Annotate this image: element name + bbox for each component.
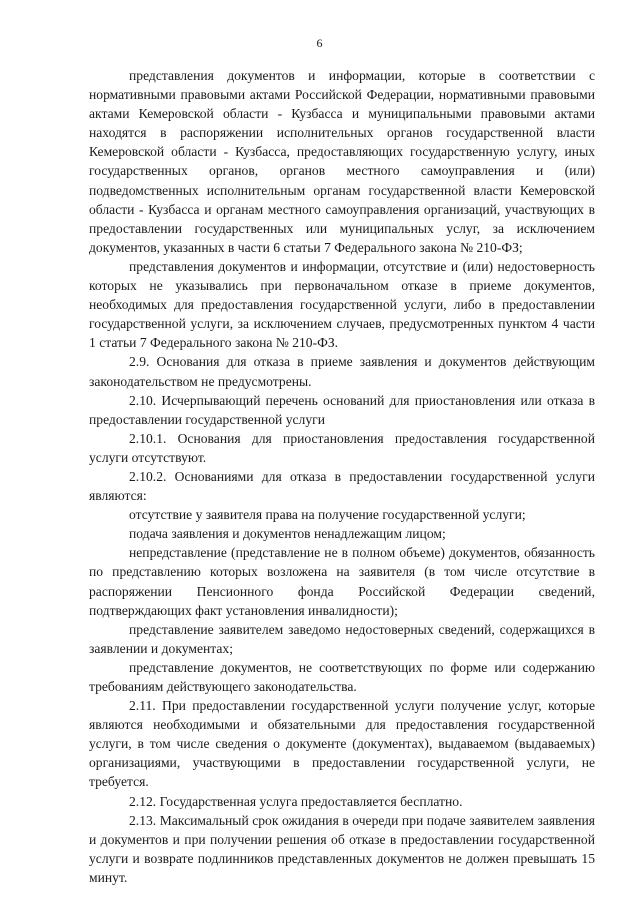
paragraph-2-10-2: 2.10.2. Основаниями для отказа в предоставлении государственной услуги являются: bbox=[89, 468, 595, 504]
list-item-nonconforming-documents: представление документов, не соответствующих по форме или содержанию требованиям действующего законодательства. bbox=[89, 659, 595, 694]
page-number: 6 bbox=[316, 36, 323, 50]
paragraph-2-12: 2.12. Государственная услуга предоставляется бесплатно. bbox=[129, 793, 463, 809]
list-item-false-information: представление заявителем заведомо недостоверных сведений, содержащихся в заявлении и документах; bbox=[89, 621, 595, 656]
paragraph-documents-in-possession: представления документов и информации, которые в соответствии с нормативными правовыми актами Российской Федерации, нормативными правовыми актами Кемеровской области - Кузбасса и муниципальными правовыми актами находятся в распоряжении исполнительных органов государственной власти Кемеровской области - Кузбасса, предоставляющих государственную услугу, иных государственных органов, органов местного самоуправления и (или) подведомственных исполнительным органам государственной власти Кемеровской области - Кузбасса и органам местного самоуправления организаций, участвующих в предоставлении государственных или муниципальных услуг, за исключением документов, указанных в части 6 статьи 7 Федерального закона № 210-ФЗ; bbox=[89, 68, 595, 255]
paragraph-2-10-1: 2.10.1. Основания для приостановления предоставления государственной услуги отсутствуют. bbox=[89, 430, 595, 465]
list-item-improper-person: подача заявления и документов ненадлежащим лицом; bbox=[129, 526, 446, 542]
paragraph-2-13: 2.13. Максимальный срок ожидания в очереди при подаче заявителем заявления и документов и при получении решения об отказе в предоставлении государственной услуги и возврате подлинников представленных документов не должен превышать 15 минут. bbox=[89, 812, 595, 885]
paragraph-2-11: 2.11. При предоставлении государственной услуги получение услуг, которые являются необходимыми и обязательными для предоставления государственной услуги, в том числе сведения о документе (документах), выдаваемом (выдаваемых) организациями, участвующими в предоставлении государственной услуги, не требуется. bbox=[89, 698, 595, 790]
document-body bbox=[89, 66, 595, 887]
paragraph-documents-unreliability: представления документов и информации, отсутствие и (или) недостоверность которых не указывались при первоначальном отказе в приеме документов, необходимых для предоставления государственной услуги, либо в предоставлении государственной услуги, за исключением случаев, предусмотренных пунктом 4 части 1 статьи 7 Федерального закона № 210-ФЗ. bbox=[89, 258, 595, 351]
paragraph-2-9: 2.9. Основания для отказа в приеме заявления и документов действующим законодательством не предусмотрены. bbox=[89, 354, 595, 389]
list-item-no-right: отсутствие у заявителя права на получение государственной услуги; bbox=[129, 507, 526, 523]
paragraph-2-10: 2.10. Исчерпывающий перечень оснований для приостановления или отказа в предоставлении государственной услуги bbox=[89, 392, 595, 427]
list-item-missing-documents: непредставление (представление не в полном объеме) документов, обязанность по представлению которых возложена на заявителя (в том числе отсутствие в распоряжении Пенсионного фонда Российской Федерации сведений, подтверждающих факт установления инвалидности); bbox=[89, 545, 595, 618]
